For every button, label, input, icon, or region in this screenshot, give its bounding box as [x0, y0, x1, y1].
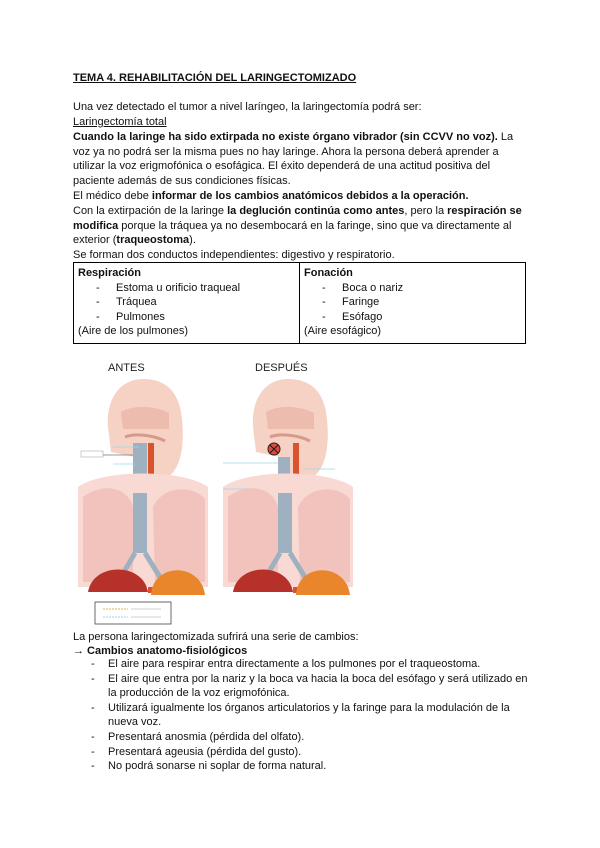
- list-item-text: El aire para respirar entra directamente a los pulmones por el traqueostoma.: [108, 658, 481, 670]
- list-item-text: Faringe: [342, 296, 380, 309]
- paragraph-2: [73, 189, 528, 204]
- respiration-cell: [74, 263, 300, 344]
- phonation-note: (Aire esofágico): [304, 325, 382, 338]
- list-item: - Tráquea: [96, 296, 157, 309]
- before-label: ANTES: [108, 362, 145, 374]
- list-item: - Presentará anosmia (pérdida del olfato).: [91, 730, 305, 743]
- paragraph-3: [73, 204, 528, 248]
- paragraph-3-b: la deglución continúa como antes: [227, 205, 405, 217]
- changes-heading-text: → Cambios anatomo-fisiológicos: [73, 645, 248, 657]
- paragraph-4: Se forman dos conductos independientes: digestivo y respiratorio.: [73, 249, 395, 261]
- paragraph-2-pre: El médico debe: [73, 190, 152, 202]
- anatomy-figure: [73, 357, 373, 627]
- paragraph-1-rest: La voz ya no podrá ser la misma pues no hay laringe. Ahora la persona deberá aprender a utilizar la voz erigmofónica o esofágica. El éxito dependerá de una actitud positiva del paciente además de sus condiciones físicas.: [73, 131, 514, 187]
- list-item-text: Esófago: [342, 310, 383, 323]
- list-item-text: No podrá sonarse ni soplar de forma natural.: [108, 760, 327, 773]
- list-item-text: Presentará anosmia (pérdida del olfato).: [108, 730, 305, 743]
- paragraph-3-e: porque la tráquea ya no desembocará en la faringe, sino que va directamente al exterior (: [73, 219, 512, 247]
- list-item: - Boca o nariz: [322, 281, 404, 294]
- changes-list: [73, 657, 528, 774]
- paragraph-2-bold: informar de los cambios anatómicos debidos a la operación.: [151, 190, 469, 202]
- list-item: - El aire que entra por la nariz y la boca va hacia la boca del esófago y será utilizado en la producción de la voz erigmofónica.: [91, 672, 528, 700]
- page-title: TEMA 4. REHABILITACIÓN DEL LARINGECTOMIZADO: [73, 72, 357, 84]
- list-item-text: Utilizará igualmente los órganos articulatorios y la faringe para la modulación de la nueva voz.: [108, 701, 510, 729]
- list-item-text: Estoma u orificio traqueal: [116, 281, 241, 294]
- phonation-header: Fonación: [304, 267, 353, 279]
- respiration-header: Respiración: [78, 267, 141, 279]
- paragraph-1: [73, 130, 528, 188]
- figure-legend: [95, 602, 171, 624]
- list-item-text: Tráquea: [116, 296, 157, 309]
- table-row: [74, 263, 526, 344]
- before-illustration: [78, 379, 208, 595]
- respiration-note: (Aire de los pulmones): [78, 325, 189, 338]
- list-item: - Utilizará igualmente los órganos articulatorios y la faringe para la modulación de la nueva voz.: [91, 701, 510, 729]
- phonation-cell: [300, 263, 526, 344]
- intro-text: Una vez detectado el tumor a nivel laríngeo, la laringectomía podrá ser:: [73, 101, 422, 113]
- list-item-text: Boca o nariz: [342, 281, 404, 294]
- list-item: - Faringe: [322, 296, 380, 309]
- changes-intro: La persona laringectomizada sufrirá una serie de cambios:: [73, 631, 359, 643]
- paragraph-1-bold: Cuando la laringe ha sido extirpada no existe órgano vibrador (sin CCVV no voz).: [73, 131, 498, 143]
- list-item: - No podrá sonarse ni soplar de forma natural.: [91, 760, 327, 773]
- list-item-text: Presentará ageusia (pérdida del gusto).: [108, 745, 302, 758]
- paragraph-3-a: Con la extirpación de la laringe: [73, 205, 228, 217]
- comparison-table: [73, 262, 526, 344]
- paragraph-3-g: ).: [189, 234, 196, 247]
- after-illustration: [223, 379, 353, 595]
- after-label: DESPUÉS: [255, 362, 308, 374]
- subheading: Laringectomía total: [73, 116, 167, 128]
- list-item-text: Pulmones: [116, 310, 165, 323]
- paragraph-3-f: traqueostoma: [116, 234, 190, 247]
- list-item: - Estoma u orificio traqueal: [96, 281, 241, 294]
- paragraph-3-c: , pero la: [404, 205, 448, 217]
- list-item: - Esófago: [322, 310, 383, 323]
- list-item: - Pulmones: [96, 310, 165, 323]
- paragraph-3-d: respiración se modifica: [73, 205, 522, 232]
- list-item: - Presentará ageusia (pérdida del gusto).: [91, 745, 302, 758]
- list-item-text: El aire que entra por la nariz y la boca va hacia la boca del esófago y será utilizado en la producción de la voz erigmofónica.: [108, 672, 528, 700]
- list-item: - El aire para respirar entra directamente a los pulmones por el traqueostoma.: [91, 658, 481, 670]
